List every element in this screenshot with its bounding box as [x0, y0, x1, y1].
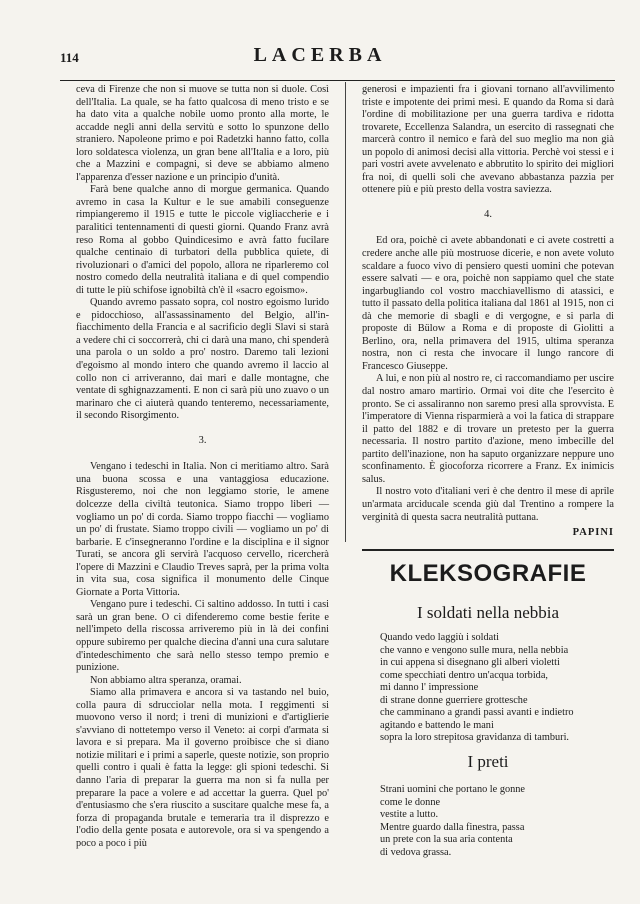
- left-column: [76, 84, 329, 850]
- paragraph: A lui, e non più al nostro re, ci raccomandiamo per uscire dal nostro amaro martirio. Ormai voi dite che l'esercito è pronto. Se ci assaliranno non saremo presi alla sprovvista. E l'imperatore di Vienna risparmierà a voi la fatica di strappare il patto del 1882 e di trovare un pretesto per la guerra necessaria. Il nostro partito d'azione, meno imbecille del partito dell'inazione, non ha saputo organizzare neppure uno sconfinamento. È giocoforza ricorrere a Franz. Ex inimicis salus.: [362, 373, 614, 485]
- masthead-title: LACERBA: [253, 44, 387, 66]
- kleksografie-title: KLEKSOGRAFIE: [389, 560, 587, 587]
- section-number: 4.: [484, 208, 492, 220]
- poem-body: [380, 784, 620, 859]
- poem-title: I preti: [467, 752, 509, 771]
- author-signature: PAPINI: [572, 527, 614, 539]
- poem-line: di vedova grassa.: [380, 846, 452, 858]
- column-divider: [345, 82, 346, 542]
- poem-line: vestite a lutto.: [380, 809, 439, 821]
- poem-line: di strane donne guerriere grottesche: [380, 694, 528, 706]
- paragraph: Vengano pure i tedeschi. Ci saltino addosso. In tutti i casi sarà un gran bene. O ci difenderemo come bestie ferite e nell'impeto della riscossa arriveremo più in là dei confini oppure subiremo per qualche diecina d'anni una cura salutare d'intedeschimento che sarà nello stesso tempo premio e punizione.: [76, 599, 329, 674]
- paragraph: Il nostro voto d'italiani veri è che dentro il mese di aprile un'armata arciducale scenda giù dal Trentino a rompere la verginità di questa sacra neutralità puttana.: [362, 486, 614, 523]
- paragraph: generosi e impazienti fra i giovani tornano all'avvilimento triste e impotente dei primi mesi. E quando da Roma si darà l'ordine di mobilitazione per una guerra tardiva e ridotta trovarete, Eccellenza Salandra, un esercito di rassegnati che marcerà contro il nemico e farà del suo meglio ma non già un popolo di animosi decisi alla vittoria. Perchè voi stessi e i pari vostri avete avvelenato e abbrutito lo spirito dei migliori fra noi, di quelli soli che avevano abbastanza pazzia per ottenere più e più presto della vostra saviezza.: [362, 84, 614, 196]
- section-rule: [362, 549, 614, 551]
- paragraph: Farà bene qualche anno di morgue germanica. Quando avremo in casa la Kultur e le sue amabili conseguenze rimpiangeremo il 1915 e tutte le piccole vigliaccherie e i paralitici tentennamenti di questi giorni. Quando Franz avrà reso Roma al gobbo Quindicesimo e avrà fatto fucilare qualche centinaio di turbatori della pubblica quiete, di rivoluzionari o d'amici del popolo, allora ne riparleremo col nostro comedo della neutralità italiana e di quel compendio di tutte le più schifose ignobiltà ch'è il «sacro egoismo».: [76, 184, 329, 296]
- paragraph: Non abbiamo altra speranza, oramai.: [90, 674, 242, 686]
- page-number: 114: [60, 50, 79, 65]
- poem-line: Quando vedo laggiù i soldati: [380, 632, 499, 643]
- poem-line: agitando e battendo le mani: [380, 719, 494, 731]
- paragraph: Siamo alla primavera e ancora si va tastando nel buio, colla paura di sdrucciolar nella mota. I reggimenti si muovono verso il nord; i treni di munizioni e d'artiglierie s'avviano di nottetempo verso il Veneto: ai corpi d'armata si lavora e si prepara. Ma il governo proibisce che si diano notizie militari e i primi a saperle, queste notizie, son proprio quelli contro i quali è fatta la legge: gli spioni tedeschi. Si danno l'aria di preparar la guerra ma non si fa nulla per preparare la pace a volere e ad accettar la guerra. Quel po' d'entusiasmo che s'era riuscito a suscitare qualche mese fa, a forza di propaganda brutale e temeraria tra il disprezzo e l'odio della gente posata e autorevole, ora si va spengendo a poco a poco i più: [76, 687, 329, 849]
- poem-line: Strani uomini che portano le gonne: [380, 784, 525, 795]
- section-number: 3.: [198, 434, 207, 446]
- poem-line: come specchiati dentro un'acqua torbida,: [380, 669, 548, 681]
- poem-line: che camminano a grandi passi avanti e indietro: [380, 707, 574, 719]
- poem-line: mi danno l' impressione: [380, 682, 479, 694]
- paragraph: Quando avremo passato sopra, col nostro egoismo lurido e pidocchioso, all'assassinamento del Belgio, all'infiacchimento della Francia e al sacrificio degli Slavi si starà a vedere chi ci soccorrerà, chi ci darà una mano, chi spenderà una parola o un soldo a pro' nostro. Daremo tali lezioni d'egoismo al mondo intero che quando avremo il laccio al collo non ci arriveranno, dai mari e dalle montagne, che ventate di sghignazzamenti. E non ci sarà più uno zuavo o un marinaro che ci aiuterà quando tenteremo, necessariamente, il secondo Risorgimento.: [76, 297, 329, 422]
- poem-body: [380, 632, 620, 745]
- poem-line: sopra la loro strepitosa gravidanza di tamburi.: [380, 732, 570, 744]
- poem-line: un prete con la sua aria contenta: [380, 834, 513, 846]
- poem-line: che vanno e vengono sulle mura, nella nebbia: [380, 644, 569, 656]
- poem-line: in cui appena si disegnano gli alberi violetti: [380, 657, 560, 669]
- right-column: [362, 84, 614, 540]
- paragraph: Vengano i tedeschi in Italia. Non ci meritiamo altro. Sarà una buona scossa e una vantaggiosa educazione. Risgusteremo, noi che non leggiamo storie, le amene dolcezze della civiltà teutonica. Siamo troppo liberi — vogliamo un po' di corda. Siamo troppo fiacchi — vogliamo un po' di frustate. Siamo troppo civili — vogliamo un po' di barbarie. E c'insegneranno l'ordine e la disciplina e il signor Turati, se ancora gli servirà l'acquoso cervello, ricercherà l'opere di Mazzini e Claudio Treves saprà, per la prima volta in vita sua, cosa significa il monumento delle Cinque Giornate a Porta Vittoria.: [76, 461, 329, 598]
- paragraph: ceva di Firenze che non si muove se tutta non si duole. Così dell'Italia. La quale, se ha fatto qualcosa di meno tristo e se ha dato vita a qualche nobile uomo pronto alla morte, le accadde negli anni della servitù e sotto lo spunzone dello straniero. Napoleone primo e poi Radetzki hanno fatto, colla loro soldatesca violenza, un gran bene all'Italia e a loro, più che a Mazzini e compagni, si deve se abbiamo almeno l'apparenza d'esser nazione e un principio d'unità.: [76, 84, 329, 183]
- paragraph: Ed ora, poichè ci avete abbandonati e ci avete costretti a credere anche alle più mostruose dicerie, e non avete voluto scaldare a fuoco vivo di pensiero questi uomini che potevan essere salvati — e ora, poichè non sappiamo quel che state ingarbugliando col vostro macchiavellismo di atassici, e tutto il passato della politica italiana dal 1861 al 1915, non ci dà che memorie di sbagli e di vergogne, e si parla di proposte di Bülow a Roma e di proposte di Giolitti a Berlino, ora, nella primavera del 1915, ultima speranza nostra, non ci resta che invocare il lungo rancore di Francesco Giuseppe.: [362, 235, 614, 372]
- poem-line: come le donne: [380, 796, 441, 808]
- header-rule: [60, 80, 615, 81]
- poem-title: I soldati nella nebbia: [416, 603, 560, 622]
- poem-line: Mentre guardo dalla finestra, passa: [380, 821, 525, 833]
